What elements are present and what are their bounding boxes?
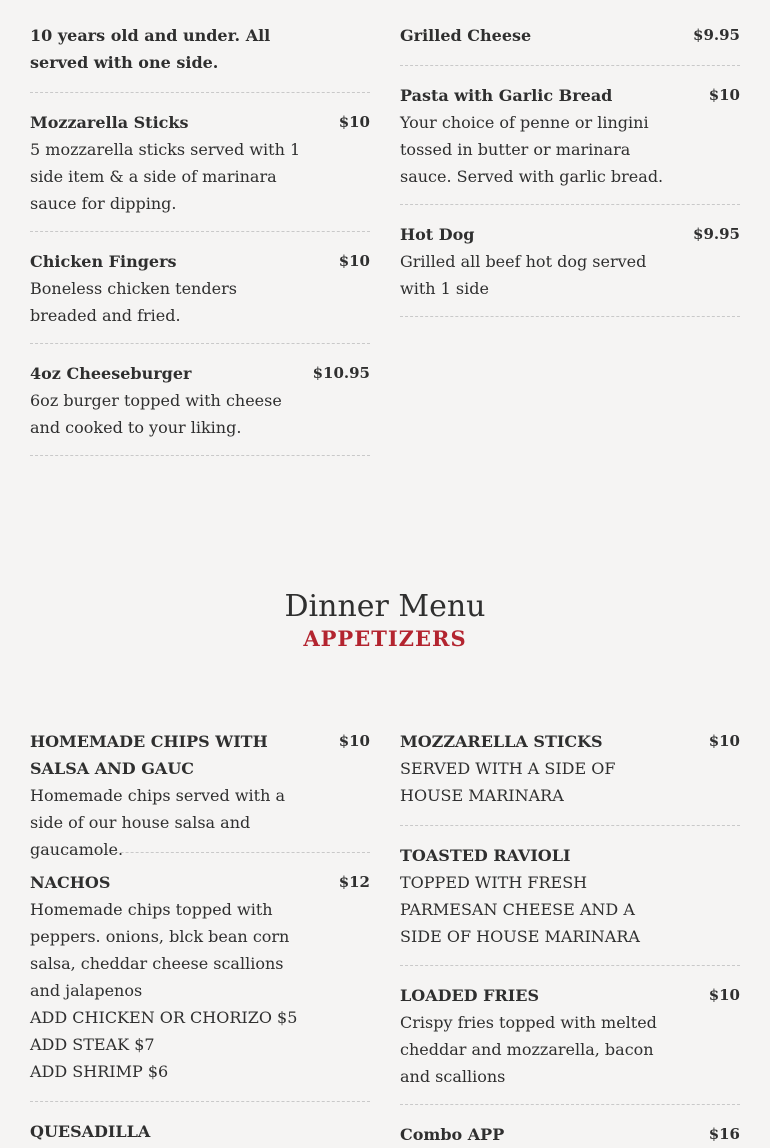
kids-menu-note: 10 years old and under. All served with one side. xyxy=(30,26,271,72)
section-subtitle: APPETIZERS xyxy=(303,626,467,651)
menu-item xyxy=(30,109,370,232)
item-price: $9.95 xyxy=(693,225,740,243)
menu-item xyxy=(400,728,740,826)
item-name: NACHOS xyxy=(30,873,111,892)
kids-menu-right-column xyxy=(400,22,740,317)
item-name: LOADED FRIES xyxy=(400,986,540,1005)
item-price: $10 xyxy=(338,113,370,131)
item-price: $10 xyxy=(708,986,740,1004)
item-description: Boneless chicken tenders breaded and fried. xyxy=(30,279,237,325)
item-price: $16 xyxy=(708,1125,740,1143)
menu-item xyxy=(30,360,370,456)
item-name: 4oz Cheeseburger xyxy=(30,364,192,383)
item-price: $10 xyxy=(338,252,370,270)
add-on-line: ADD CHICKEN OR CHORIZO $5 xyxy=(30,1008,298,1027)
item-name: Mozzarella Sticks xyxy=(30,113,189,132)
item-name: TOASTED RAVIOLI xyxy=(400,846,571,865)
appetizers-left-column xyxy=(30,728,370,1145)
add-on-line: ADD SHRIMP $6 xyxy=(30,1062,169,1081)
item-description: Your choice of penne or lingini tossed in butter or marinara sauce. Served with garlic bread. xyxy=(400,113,664,186)
kids-menu-intro xyxy=(30,22,370,93)
item-name: Pasta with Garlic Bread xyxy=(400,86,613,105)
item-price: $12 xyxy=(338,873,370,891)
item-description: TOPPED WITH FRESH PARMESAN CHEESE AND A SIDE OF HOUSE MARINARA xyxy=(400,873,640,946)
item-price: $10 xyxy=(708,86,740,104)
menu-item xyxy=(400,221,740,317)
description-line: Homemade chips topped with peppers. onions, blck bean corn salsa, cheddar cheese scallions and jalapenos xyxy=(30,900,290,1000)
item-description: Crispy fries topped with melted cheddar and mozzarella, bacon and scallions xyxy=(400,1013,657,1086)
add-on-line: ADD STEAK $7 xyxy=(30,1035,155,1054)
item-name: HOMEMADE CHIPS WITH SALSA AND GAUC xyxy=(30,732,268,778)
menu-item xyxy=(30,869,370,1102)
item-description: Grilled all beef hot dog served with 1 side xyxy=(400,252,647,298)
appetizers-right-column xyxy=(400,728,740,1148)
item-description xyxy=(30,896,305,1085)
item-name: QUESADILLA xyxy=(30,1122,151,1141)
kids-menu-left-column xyxy=(30,22,370,456)
menu-item xyxy=(400,22,740,66)
item-name: Chicken Fingers xyxy=(30,252,177,271)
item-price: $9.95 xyxy=(693,26,740,44)
item-price: $10.95 xyxy=(312,364,370,382)
menu-item xyxy=(30,248,370,344)
item-name: Combo APP xyxy=(400,1125,505,1144)
item-description: 5 mozzarella sticks served with 1 side item & a side of marinara sauce for dipping. xyxy=(30,140,301,213)
section-title: Dinner Menu xyxy=(284,589,486,624)
item-description: Homemade chips served with a side of our house salsa and gaucamole. xyxy=(30,786,285,859)
menu-item xyxy=(400,842,740,966)
item-name: Hot Dog xyxy=(400,225,475,244)
item-name: Grilled Cheese xyxy=(400,26,532,45)
item-name: MOZZARELLA STICKS xyxy=(400,732,603,751)
menu-item xyxy=(400,982,740,1105)
item-description: SERVED WITH A SIDE OF HOUSE MARINARA xyxy=(400,759,616,805)
menu-item xyxy=(30,728,370,859)
menu-item xyxy=(400,82,740,205)
item-price: $10 xyxy=(338,732,370,750)
item-price: $10 xyxy=(708,732,740,750)
item-description: 6oz burger topped with cheese and cooked to your liking. xyxy=(30,391,282,437)
dinner-menu-header xyxy=(0,590,770,654)
menu-item xyxy=(400,1121,740,1148)
